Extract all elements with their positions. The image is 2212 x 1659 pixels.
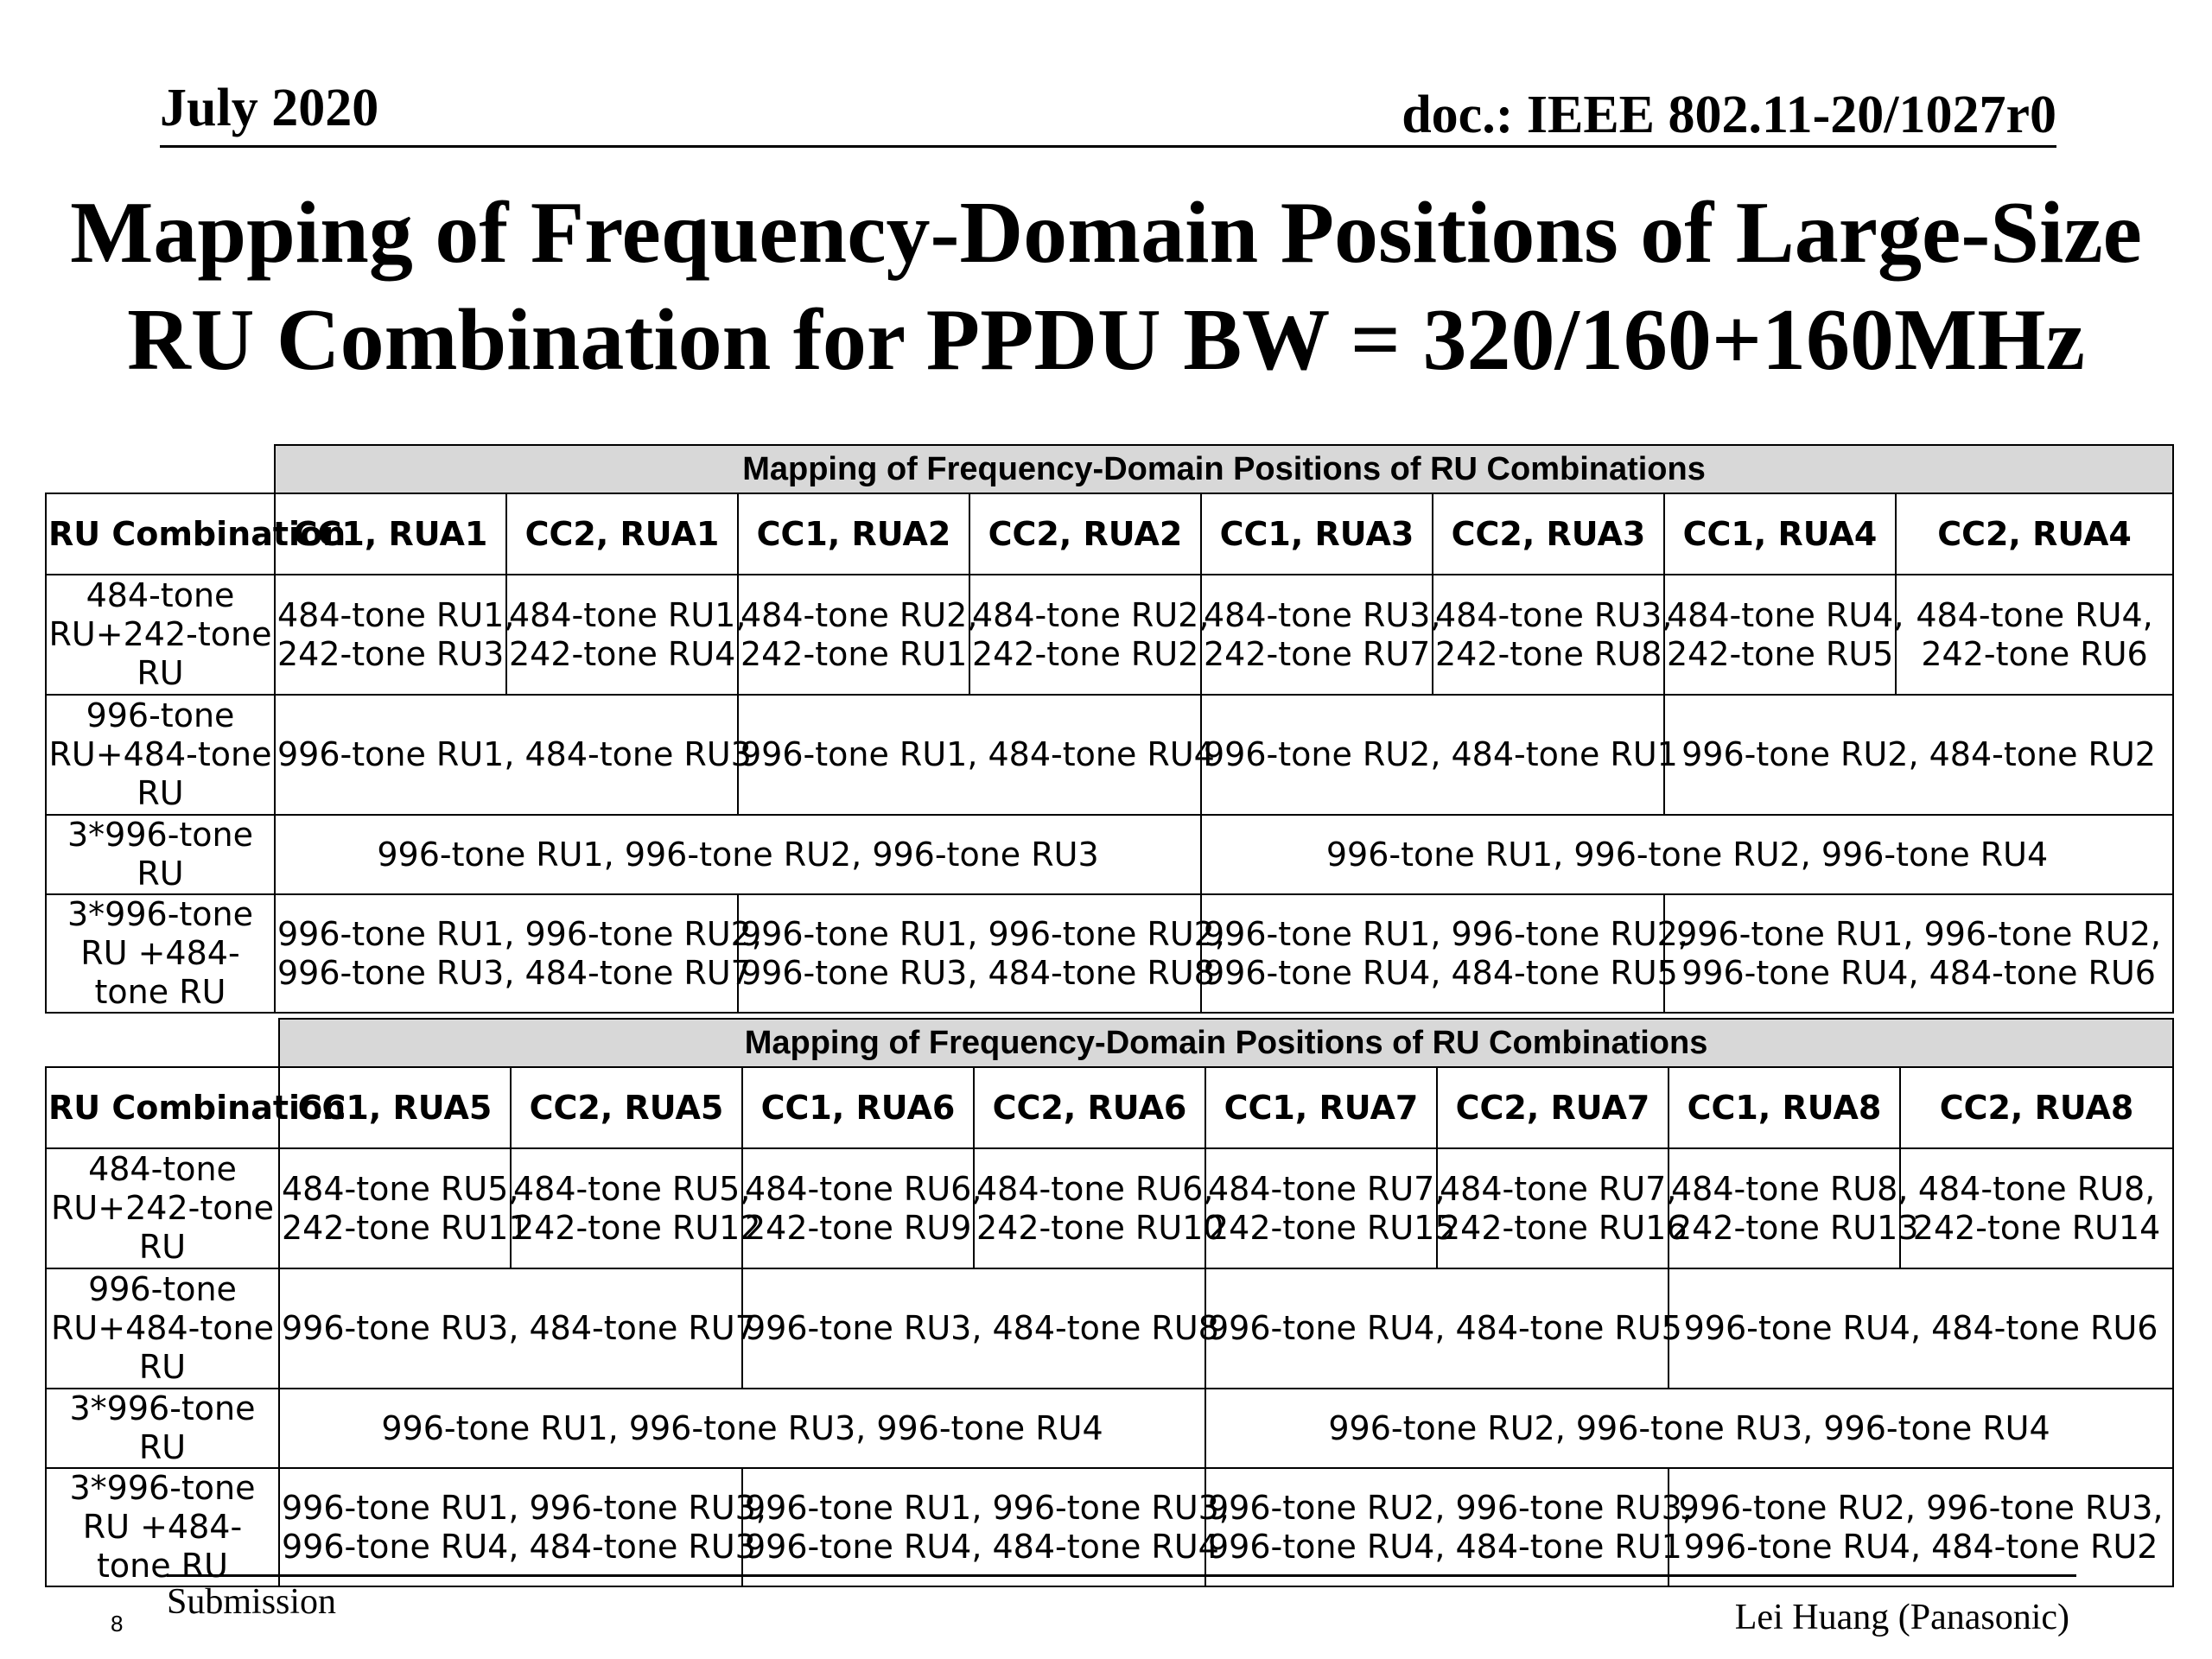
table-cell: 484-tone RU6, 242-tone RU9 (742, 1148, 974, 1268)
table-row (46, 1268, 2173, 1389)
row-label: 3*996-tone RU +484-tone RU (46, 1468, 279, 1586)
column-header: CC1, RUA3 (1201, 493, 1433, 575)
footer-divider (167, 1574, 2076, 1577)
table-cell: 996-tone RU2, 996-tone RU3, 996-tone RU4, 484-tone RU2 (1669, 1468, 2173, 1586)
table-cell: 996-tone RU1, 996-tone RU2, 996-tone RU3, 484-tone RU8 (738, 894, 1201, 1013)
table-cell: 484-tone RU8, 242-tone RU14 (1900, 1148, 2173, 1268)
row-label: 3*996-tone RU (46, 815, 275, 894)
header-doc-id: doc.: IEEE 802.11-20/1027r0 (1402, 86, 2056, 144)
table-row (46, 815, 2173, 894)
slide-title (52, 180, 2160, 394)
table-cell: 996-tone RU2, 484-tone RU2 (1664, 695, 2173, 815)
row-header-label: RU Combination (46, 493, 275, 575)
column-header: CC2, RUA6 (974, 1067, 1205, 1148)
column-header: CC1, RUA2 (738, 493, 969, 575)
table-cell: 484-tone RU4, 242-tone RU6 (1896, 575, 2173, 695)
mapping-table-rua1-4 (45, 444, 2174, 1014)
table-cell: 996-tone RU2, 484-tone RU1 (1201, 695, 1664, 815)
row-label: 3*996-tone RU +484-tone RU (46, 894, 275, 1013)
page-number: 8 (111, 1611, 124, 1637)
column-header: CC2, RUA7 (1437, 1067, 1669, 1148)
table-row (46, 1468, 2173, 1586)
table-row (46, 575, 2173, 695)
row-label: 996-tone RU+484-tone RU (46, 695, 275, 815)
table-cell: 996-tone RU3, 484-tone RU7 (279, 1268, 742, 1389)
column-header: CC1, RUA6 (742, 1067, 974, 1148)
title-line-2: RU Combination for PPDU BW = 320/160+160MHz (127, 291, 2085, 389)
column-header: CC1, RUA8 (1669, 1067, 1900, 1148)
table-banner: Mapping of Frequency-Domain Positions of RU Combinations (275, 445, 2173, 493)
row-label: 996-tone RU+484-tone RU (46, 1268, 279, 1389)
table-row (46, 1389, 2173, 1468)
table-row (46, 1148, 2173, 1268)
table-cell: 996-tone RU1, 996-tone RU3, 996-tone RU4, 484-tone RU4 (742, 1468, 1205, 1586)
header-divider (160, 145, 2056, 148)
table-cell: 484-tone RU3, 242-tone RU7 (1201, 575, 1433, 695)
table-cell: 996-tone RU4, 484-tone RU6 (1669, 1268, 2173, 1389)
table-cell: 484-tone RU5, 242-tone RU12 (511, 1148, 742, 1268)
table-cell: 996-tone RU1, 996-tone RU2, 996-tone RU3, 484-tone RU7 (275, 894, 738, 1013)
title-line-1: Mapping of Frequency-Domain Positions of Large-Size (70, 184, 2142, 282)
table-cell: 996-tone RU4, 484-tone RU5 (1205, 1268, 1669, 1389)
table-cell: 996-tone RU1, 996-tone RU3, 996-tone RU4 (279, 1389, 1205, 1468)
row-label: 484-tone RU+242-tone RU (46, 1148, 279, 1268)
table-cell: 996-tone RU2, 996-tone RU3, 996-tone RU4, 484-tone RU1 (1205, 1468, 1669, 1586)
corner-blank (46, 1019, 279, 1067)
table-cell: 484-tone RU7, 242-tone RU15 (1205, 1148, 1437, 1268)
column-header: CC1, RUA4 (1664, 493, 1896, 575)
row-label: 484-tone RU+242-tone RU (46, 575, 275, 695)
column-header: CC1, RUA1 (275, 493, 506, 575)
table-cell: 996-tone RU1, 484-tone RU4 (738, 695, 1201, 815)
column-header: CC1, RUA7 (1205, 1067, 1437, 1148)
table-cell: 996-tone RU1, 996-tone RU3, 996-tone RU4, 484-tone RU3 (279, 1468, 742, 1586)
table-cell: 996-tone RU1, 996-tone RU2, 996-tone RU4, 484-tone RU5 (1201, 894, 1664, 1013)
header-date: July 2020 (160, 79, 379, 137)
row-label: 3*996-tone RU (46, 1389, 279, 1468)
footer-submission: Submission (167, 1582, 337, 1622)
table-cell: 484-tone RU3, 242-tone RU8 (1433, 575, 1664, 695)
table-cell: 484-tone RU8, 242-tone RU13 (1669, 1148, 1900, 1268)
table-cell: 996-tone RU2, 996-tone RU3, 996-tone RU4 (1205, 1389, 2173, 1468)
table-cell: 484-tone RU1, 242-tone RU3 (275, 575, 506, 695)
mapping-table-rua5-8 (45, 1018, 2174, 1587)
column-header: CC2, RUA8 (1900, 1067, 2173, 1148)
table-cell: 996-tone RU1, 996-tone RU2, 996-tone RU3 (275, 815, 1201, 894)
column-header: CC2, RUA4 (1896, 493, 2173, 575)
row-header-label: RU Combination (46, 1067, 279, 1148)
footer-author: Lei Huang (Panasonic) (1734, 1598, 2069, 1637)
column-header: CC2, RUA3 (1433, 493, 1664, 575)
table-cell: 996-tone RU3, 484-tone RU8 (742, 1268, 1205, 1389)
table-row (46, 894, 2173, 1013)
table-banner: Mapping of Frequency-Domain Positions of RU Combinations (279, 1019, 2173, 1067)
table-row (46, 695, 2173, 815)
table-cell: 996-tone RU1, 484-tone RU3 (275, 695, 738, 815)
table-cell: 484-tone RU2, 242-tone RU2 (969, 575, 1201, 695)
table-cell: 484-tone RU7, 242-tone RU16 (1437, 1148, 1669, 1268)
column-header: CC2, RUA1 (506, 493, 738, 575)
table-cell: 996-tone RU1, 996-tone RU2, 996-tone RU4, 484-tone RU6 (1664, 894, 2173, 1013)
table-cell: 484-tone RU2, 242-tone RU1 (738, 575, 969, 695)
table-cell: 484-tone RU6, 242-tone RU10 (974, 1148, 1205, 1268)
corner-blank (46, 445, 275, 493)
table-cell: 484-tone RU4, 242-tone RU5 (1664, 575, 1896, 695)
column-header: CC2, RUA2 (969, 493, 1201, 575)
table-cell: 484-tone RU5, 242-tone RU11 (279, 1148, 511, 1268)
column-header: CC2, RUA5 (511, 1067, 742, 1148)
table-cell: 996-tone RU1, 996-tone RU2, 996-tone RU4 (1201, 815, 2173, 894)
table-cell: 484-tone RU1, 242-tone RU4 (506, 575, 738, 695)
column-header: CC1, RUA5 (279, 1067, 511, 1148)
